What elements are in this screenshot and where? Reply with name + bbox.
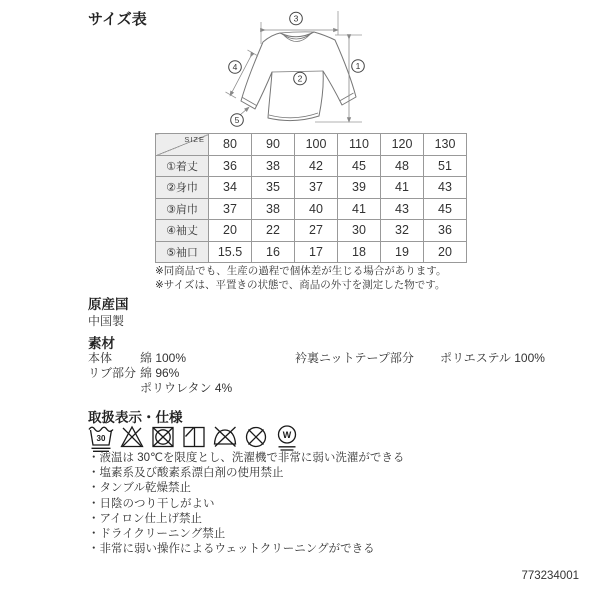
tumble-dry-prohibited-icon (150, 423, 176, 453)
size-value: 43 (424, 177, 467, 199)
measure-5-pointer (240, 109, 248, 116)
care-instruction: ・液温は 30℃を限度とし、洗濯機で非常に弱い洗濯ができる (88, 452, 405, 464)
svg-text:2: 2 (297, 73, 303, 84)
size-value: 36 (424, 220, 467, 242)
care-instruction: ・ドライクリーニング禁止 (88, 528, 226, 541)
size-value: 41 (381, 177, 424, 199)
care-instruction: ・タンブル乾燥禁止 (88, 482, 192, 495)
garment-measurement-diagram (215, 5, 385, 135)
size-value: 22 (252, 220, 295, 242)
table-row (156, 241, 467, 263)
size-value: 43 (381, 198, 424, 220)
size-value: 30 (338, 220, 381, 242)
origin-heading: 原産国 (88, 297, 129, 312)
care-symbol-row (88, 423, 300, 453)
size-value: 51 (424, 155, 467, 177)
size-value: 34 (209, 177, 252, 199)
size-column-header: 90 (252, 134, 295, 156)
material-part: リブ部分 (88, 366, 137, 380)
size-value: 45 (338, 155, 381, 177)
size-value: 36 (209, 155, 252, 177)
size-corner-label: SIZE (184, 135, 205, 144)
row-label: ④袖丈 (156, 220, 209, 242)
material-value: 綿 96% (140, 366, 180, 380)
size-value: 40 (295, 198, 338, 220)
size-value: 41 (338, 198, 381, 220)
svg-text:30: 30 (96, 434, 106, 443)
table-row (156, 198, 467, 220)
size-value: 27 (295, 220, 338, 242)
product-code: 773234001 (521, 570, 579, 582)
line-dry-in-shade-icon (181, 423, 207, 453)
marker-1-icon (352, 60, 365, 73)
size-value: 16 (252, 241, 295, 263)
size-value: 15.5 (209, 241, 252, 263)
size-value: 48 (381, 155, 424, 177)
size-value: 39 (338, 177, 381, 199)
wet-clean-very-gentle-icon (274, 423, 300, 453)
wash-30-very-gentle-icon (88, 423, 114, 453)
bleach-prohibited-icon (119, 423, 145, 453)
care-instruction: ・塩素系及び酸素系漂白剤の使用禁止 (88, 467, 284, 480)
size-note: ※サイズは、平置きの状態で、商品の外寸を測定した物です。 (155, 278, 446, 291)
size-table-corner-cell (156, 134, 209, 156)
size-value: 18 (338, 241, 381, 263)
size-column-header: 120 (381, 134, 424, 156)
marker-3-icon (290, 12, 303, 25)
table-row (156, 177, 467, 199)
size-value: 32 (381, 220, 424, 242)
svg-text:W: W (282, 430, 292, 440)
size-value: 20 (209, 220, 252, 242)
size-value: 35 (252, 177, 295, 199)
marker-5-icon (231, 114, 244, 127)
size-value: 42 (295, 155, 338, 177)
svg-text:4: 4 (232, 62, 238, 72)
care-instruction: ・日陰のつり干しがよい (88, 497, 215, 510)
size-column-header: 100 (295, 134, 338, 156)
size-value: 38 (252, 155, 295, 177)
size-value: 20 (424, 241, 467, 263)
marker-2-icon (294, 72, 307, 85)
size-table-header-row (156, 134, 467, 156)
material-part: 衿裏ニットテープ部分 (295, 351, 414, 365)
size-note: ※同商品でも、生産の過程で個体差が生じる場合があります。 (155, 265, 447, 277)
care-instruction: ・アイロン仕上げ禁止 (88, 512, 202, 525)
svg-text:1: 1 (355, 61, 361, 71)
row-label: ③肩巾 (156, 198, 209, 220)
marker-4-icon (229, 61, 242, 74)
material-value: ポリウレタン 4% (140, 381, 233, 395)
material-value: ポリエステル 100% (440, 351, 545, 365)
table-row (156, 155, 467, 177)
care-heading: 取扱表示・仕様 (88, 410, 183, 425)
size-table-notes (155, 265, 446, 292)
row-label: ⑤袖口 (156, 241, 209, 263)
size-column-header: 80 (209, 134, 252, 156)
material-part: 本体 (88, 351, 113, 365)
size-value: 37 (295, 177, 338, 199)
origin-value: 中国製 (88, 314, 125, 328)
size-value: 17 (295, 241, 338, 263)
size-value: 19 (381, 241, 424, 263)
size-table (155, 133, 467, 263)
size-column-header: 110 (338, 134, 381, 156)
iron-prohibited-icon (212, 423, 238, 453)
size-value: 45 (424, 198, 467, 220)
svg-text:3: 3 (293, 13, 299, 24)
material-value: 綿 100% (140, 351, 187, 365)
materials-heading: 素材 (88, 336, 115, 351)
row-label: ①着丈 (156, 155, 209, 177)
row-label: ②身巾 (156, 177, 209, 199)
svg-text:5: 5 (234, 115, 240, 125)
care-instruction-list (88, 451, 404, 557)
size-value: 38 (252, 198, 295, 220)
dry-clean-prohibited-icon (243, 423, 269, 453)
page-title: サイズ表 (88, 11, 147, 28)
size-value: 37 (209, 198, 252, 220)
size-column-header: 130 (424, 134, 467, 156)
table-row (156, 220, 467, 242)
care-instruction: ・非常に弱い操作によるウェットクリーニングができる (88, 543, 375, 556)
